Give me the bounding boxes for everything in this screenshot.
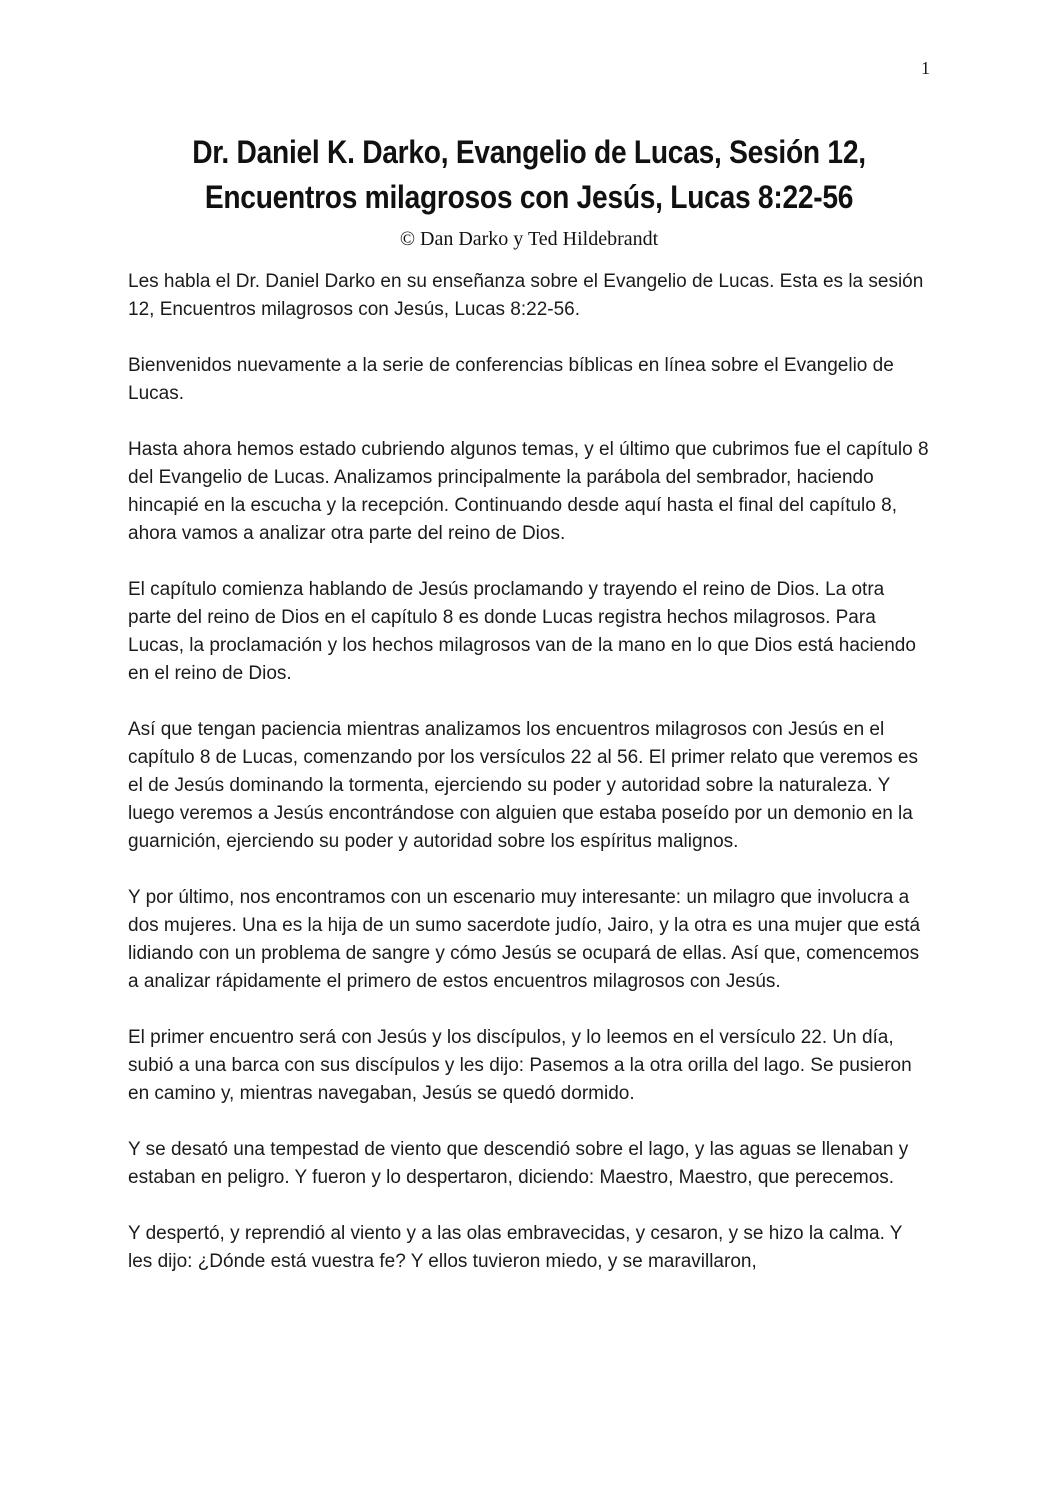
paragraph-9: Y despertó, y reprendió al viento y a las olas embravecidas, y cesaron, y se hizo la calma. Y les dijo: ¿Dónde está vuestra fe? Y ellos tuvieron miedo, y se maravillaron, [128,1223,903,1272]
document-title [128,130,930,220]
paragraph-6: Y por último, nos encontramos con un escenario muy interesante: un milagro que involucra a dos mujeres. Una es la hija de un sumo sacerdote judío, Jairo, y la otra es una mujer que está lidiando con un problema de sangre y cómo Jesús se ocupará de ellas. Así que, comencemos a analizar rápidamente el primero de estos encuentros milagrosos con Jesús. [128,887,921,992]
paragraph-1: Les habla el Dr. Daniel Darko en su enseñanza sobre el Evangelio de Lucas. Esta es la sesión 12, Encuentros milagrosos con Jesús, Lucas 8:22-56. [128,271,924,320]
paragraph-3: Hasta ahora hemos estado cubriendo algunos temas, y el último que cubrimos fue el capítulo 8 del Evangelio de Lucas. Analizamos principalmente la parábola del sembrador, haciendo hincapié en la escucha y la recepción. Continuando desde aquí hasta el final del capítulo 8, ahora vamos a analizar otra parte del reino de Dios. [128,439,929,544]
title-line-2: Encuentros milagrosos con Jesús, Lucas 8:22-56 [204,179,854,215]
paragraph-2: Bienvenidos nuevamente a la serie de conferencias bíblicas en línea sobre el Evangelio de Lucas. [128,355,894,404]
document-body [128,268,930,1276]
paragraph-4: El capítulo comienza hablando de Jesús proclamando y trayendo el reino de Dios. La otra parte del reino de Dios en el capítulo 8 es donde Lucas registra hechos milagrosos. Para Lucas, la proclamación y los hechos milagrosos van de la mano en lo que Dios está haciendo en el reino de Dios. [128,579,916,684]
paragraph-7: El primer encuentro será con Jesús y los discípulos, y lo leemos en el versículo 22. Un día, subió a una barca con sus discípulos y les dijo: Pasemos a la otra orilla del lago. Se pusieron en camino y, mientras navegaban, Jesús se quedó dormido. [128,1027,912,1104]
page-number: 1 [921,58,930,78]
copyright-line: © Dan Darko y Ted Hildebrandt [399,228,659,250]
paragraph-8: Y se desató una tempestad de viento que descendió sobre el lago, y las aguas se llenaban y estaban en peligro. Y fueron y lo despertaron, diciendo: Maestro, Maestro, que perecemos. [128,1139,909,1188]
paragraph-5: Así que tengan paciencia mientras analizamos los encuentros milagrosos con Jesús en el capítulo 8 de Lucas, comenzando por los versículos 22 al 56. El primer relato que veremos es el de Jesús dominando la tormenta, ejerciendo su poder y autoridad sobre la naturaleza. Y luego veremos a Jesús encontrándose con alguien que estaba poseído por un demonio en la guarnición, ejerciendo su poder y autoridad sobre los espíritus malignos. [128,719,918,852]
title-line-1: Dr. Daniel K. Darko, Evangelio de Lucas, Sesión 12, [192,134,866,170]
